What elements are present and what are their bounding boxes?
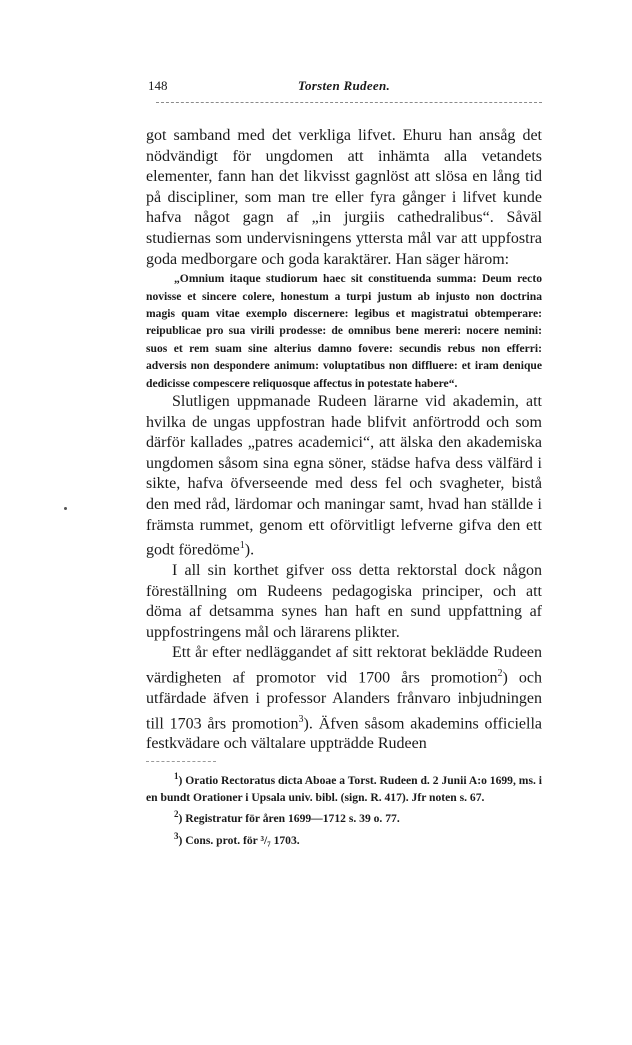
paragraph-4	[146, 643, 542, 755]
footnote-3-text: ) Cons. prot. för ³/₇ 1703.	[178, 833, 300, 847]
footnote-1-text: ) Oratio Rectoratus dicta Aboae a Torst. Rudeen d. 2 Junii A:o 1699, ms. i en bundt Orationer i Upsala univ. bibl. (sign. R. 417). Jfr noten s. 67.	[146, 773, 542, 804]
footnote-rule	[146, 761, 216, 762]
running-head: Torsten Rudeen.	[297, 78, 391, 93]
footnote-ref-3: 3	[298, 713, 304, 725]
footnote-ref-1: 1	[239, 540, 245, 552]
header-rule	[156, 102, 542, 103]
footnote-ref-2: 2	[497, 668, 503, 680]
footnote-2-text: ) Registratur för åren 1699—1712 s. 39 o. 77.	[178, 811, 400, 825]
paragraph-4-part-b: ) och utfärdade äfven i professor Alanders frånvaro inbjudningen till 1703 års promotion	[146, 669, 543, 732]
page-number: 148	[148, 78, 168, 93]
body-text	[146, 126, 542, 755]
footnote-1-mark: 1	[174, 771, 179, 782]
footnote-2	[146, 806, 542, 827]
page-header	[146, 78, 542, 100]
paragraph-3: I all sin korthet gifver oss detta rektorstal dock någon föreställning om Rudeens pedagogiska principer, och att döma af detsamma synes han haft en sund uppfattning af uppfostringens mål och lärarens plikter.	[146, 562, 542, 641]
footnotes	[146, 768, 542, 849]
latin-quote: „Omnium itaque studiorum haec sit constituenda summa: Deum recto novisse et sincere colere, honestum a turpi justum ab injusto non doctrina magis quam vitae exemplo discernere: legibus et magistratui obtemperare: reipublicae pro sua virili prodesse: de omnibus bene mereri: nocere nemini: suos et rem suam sine alterius damno fovere: secundis rebus non efferri: adversis non despondere animum: voluptatibus non diffluere: et iram denique dedicisse compescere reliquosque affectus in potestate habere“.	[146, 272, 542, 390]
footnote-3-mark: 3	[174, 830, 179, 841]
margin-dot	[64, 507, 67, 510]
book-page	[146, 78, 542, 849]
paragraph-2-text: Slutligen uppmanade Rudeen lärarne vid akademin, att hvilka de ungas uppfostran hade blifvit anförtrodd och som därför kallades „patres academici“, att älska den akademiska ungdomen såsom sina egna söner, städse hafva dess välfärd i sikte, hafva öfverseende med dess fel och svagheter, bistå den med råd, lärdomar och maningar samt, hvad han ställde i främsta rummet, genom ett oförvitligt lefverne gifva den ett godt föredöme	[146, 393, 542, 559]
paragraph-1: got samband med det verkliga lifvet. Ehuru han ansåg det nödvändigt för ungdomen att inhämta alla vetandets elementer, fann han det likvisst gagnlöst att slösa en lång tid på discipliner, som man tre eller fyra gånger i lifvet kunde hafva något gagn af „in jurgiis cathedralibus“. Såväl studiernas som undervisningens yttersta mål var att uppfostra goda medborgare och goda karaktärer. Han säger härom:	[146, 127, 542, 268]
paragraph-2-end: ).	[244, 541, 255, 559]
paragraph-4-part-c: ). Äfven såsom akademins officiella festkvädare och vältalare uppträdde Rudeen	[146, 714, 542, 753]
paragraph-2	[146, 392, 542, 561]
footnote-2-mark: 2	[174, 809, 179, 820]
footnote-1	[146, 768, 542, 806]
paragraph-4-part-a: Ett år efter nedläggandet af sitt rektorat beklädde Rudeen värdigheten af promotor vid 1700 års promotion	[146, 644, 542, 687]
footnote-3	[146, 828, 542, 849]
